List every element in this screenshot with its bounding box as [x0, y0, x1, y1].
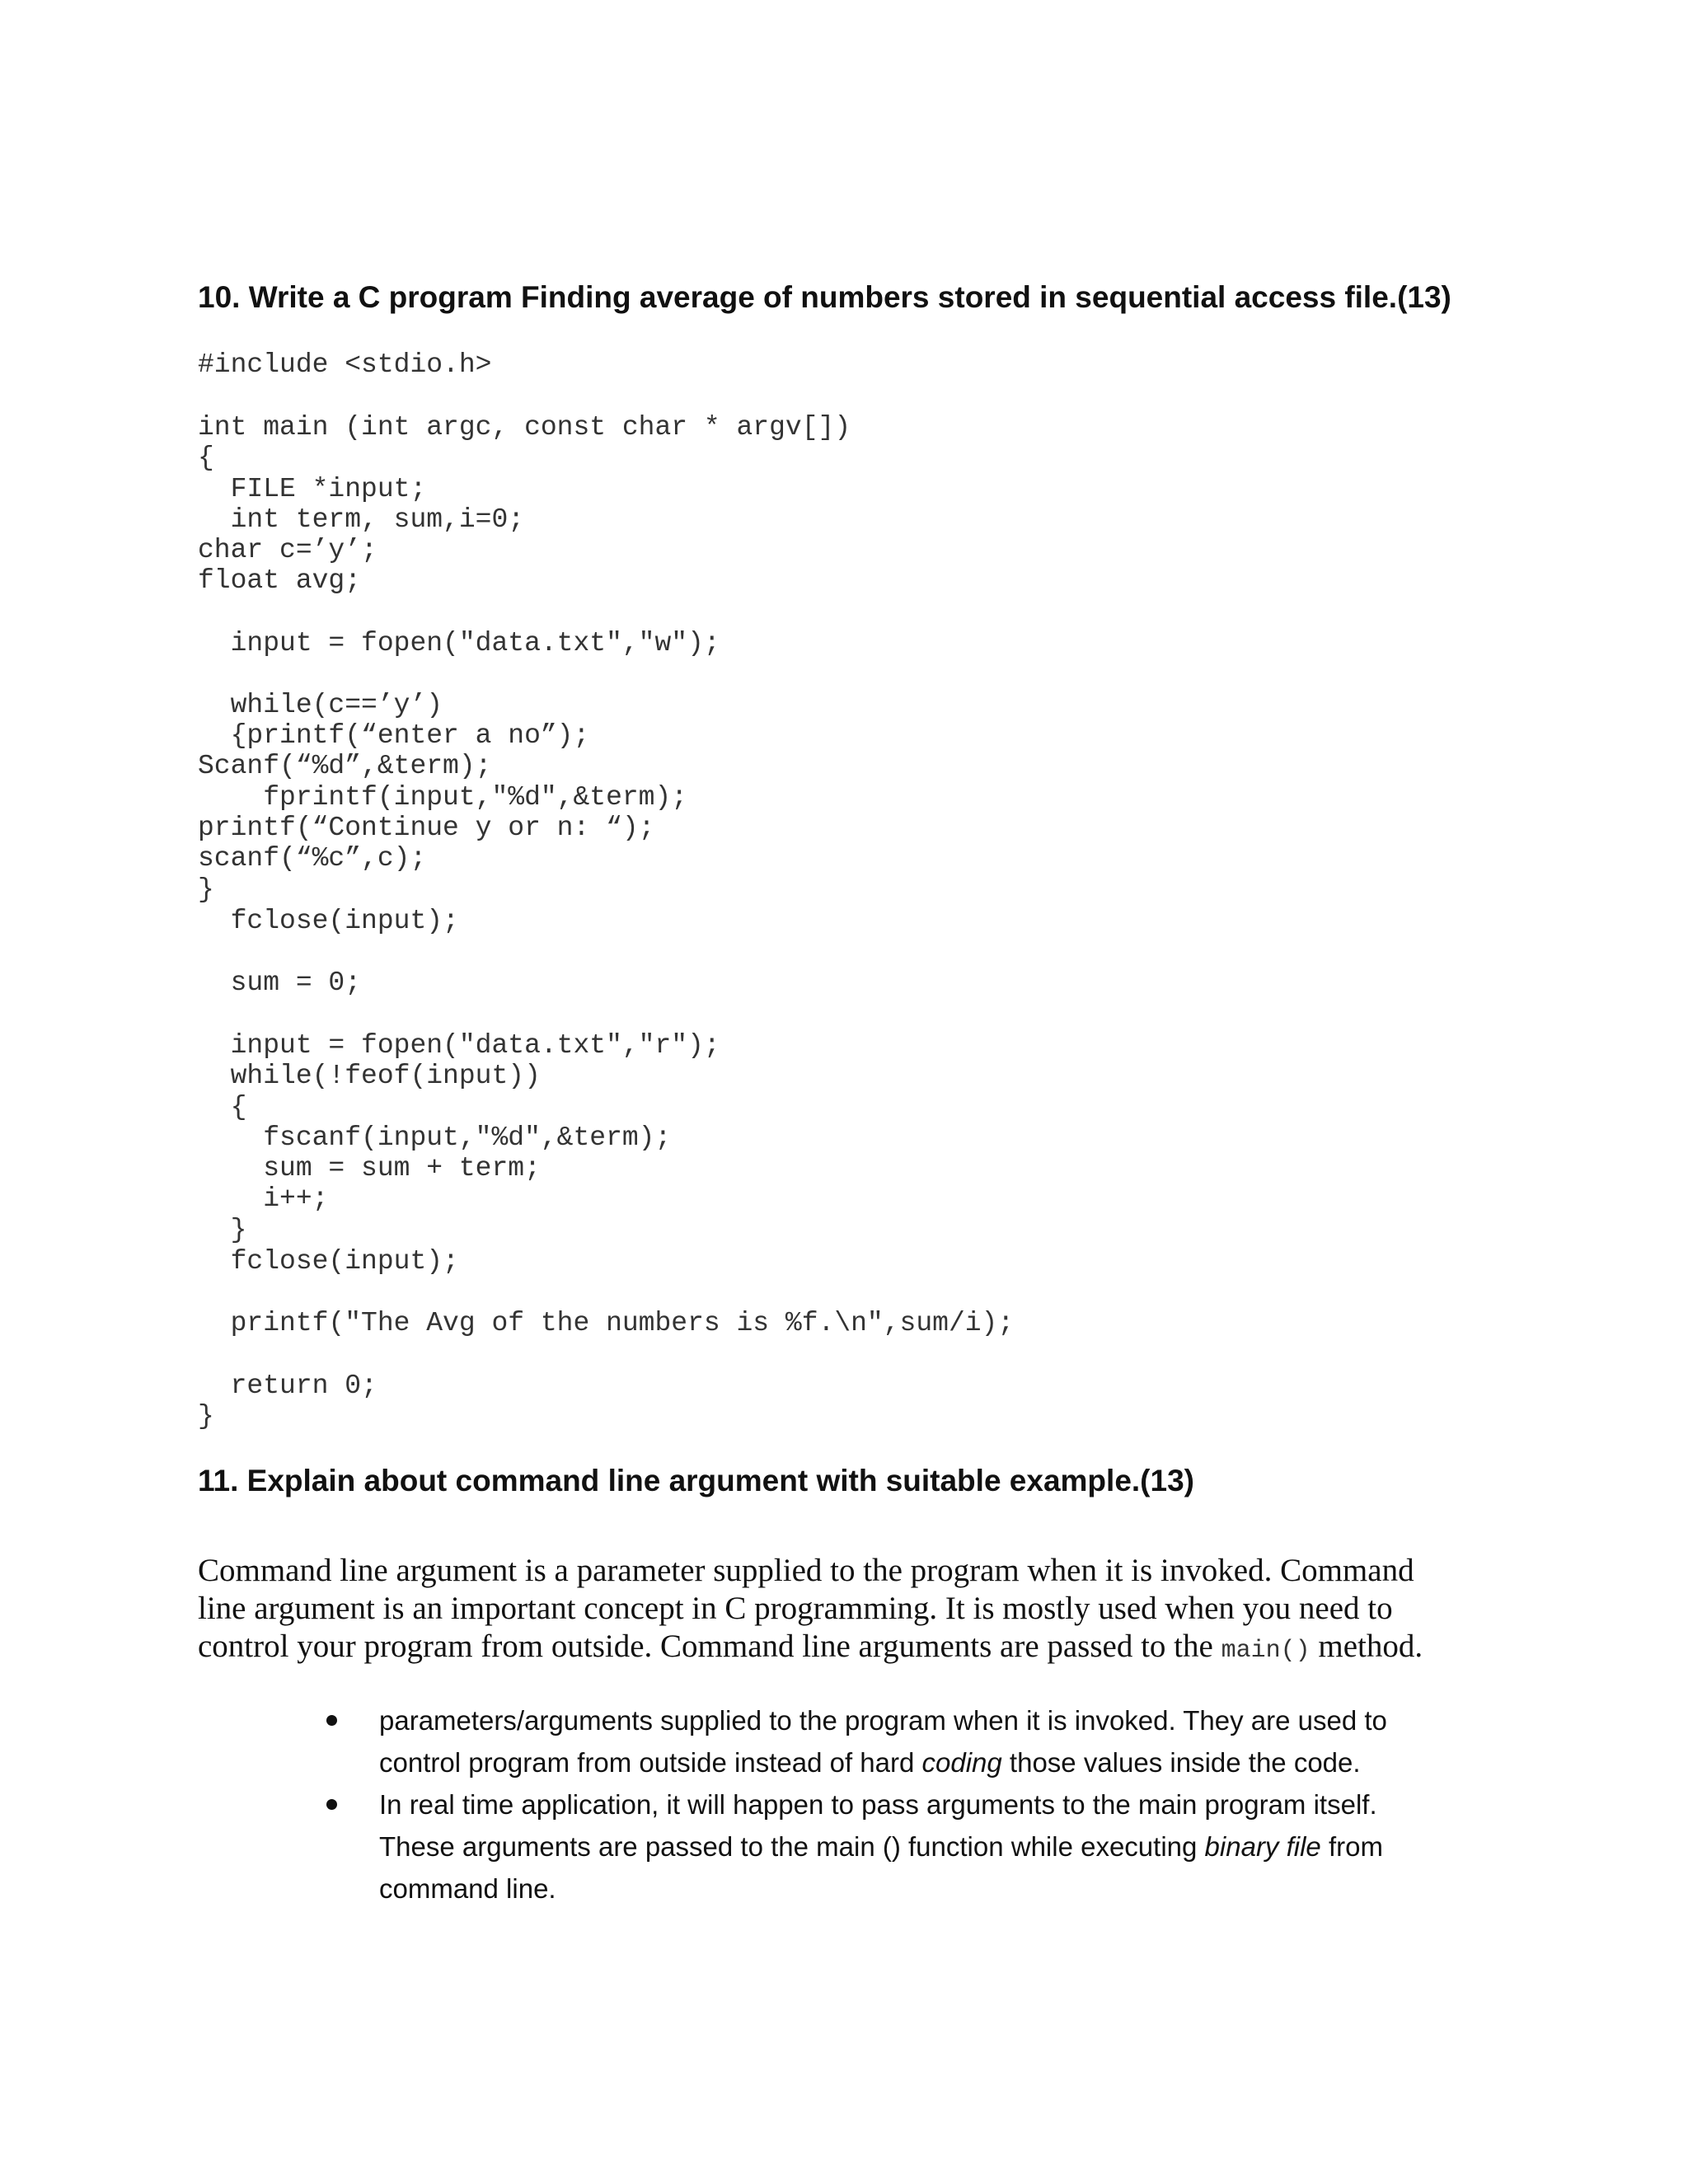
bullet-text-part: control program from outside instead of hard	[379, 1747, 922, 1778]
code-line: scanf(“%c”,c);	[198, 843, 427, 874]
question-11-heading: 11. Explain about command line argument with suitable example.(13)	[198, 1464, 1194, 1497]
code-line: printf("The Avg of the numbers is %f.\n",sum/i);	[198, 1308, 1015, 1338]
code-line: while(c==’y’)	[198, 690, 443, 720]
bullet-text	[379, 1825, 1480, 1868]
code-line: }	[198, 1401, 214, 1432]
bullet-text-part: those values inside the code.	[1001, 1747, 1361, 1778]
bullet-list	[326, 1699, 1480, 1910]
paragraph-text: method.	[1310, 1629, 1423, 1664]
code-line: float avg;	[198, 565, 362, 596]
code-line: input = fopen("data.txt","r");	[198, 1030, 720, 1061]
code-line: char c=’y’;	[198, 535, 377, 565]
code-line: }	[198, 874, 214, 905]
paragraph-line: line argument is an important concept in C programming. It is mostly used when you need to	[198, 1591, 1393, 1626]
list-item	[326, 1783, 1480, 1910]
emphasis-text: binary file	[1204, 1831, 1321, 1862]
code-line: printf(“Continue y or n: “);	[198, 813, 655, 843]
explanation-paragraph	[198, 1552, 1484, 1670]
bullet-icon	[326, 1799, 337, 1810]
paragraph-line: Command line argument is a parameter supplied to the program when it is invoked. Command	[198, 1553, 1414, 1588]
code-line: }	[198, 1215, 247, 1245]
code-line: sum = 0;	[198, 968, 362, 998]
bullet-text-part: These arguments are passed to the main () function while executing	[379, 1831, 1205, 1862]
list-item	[326, 1699, 1480, 1783]
code-line: int main (int argc, const char * argv[])	[198, 412, 851, 443]
code-line: {	[198, 1092, 247, 1122]
code-line: fclose(input);	[198, 1246, 459, 1277]
emphasis-text: coding	[921, 1747, 1002, 1778]
bullet-text	[379, 1741, 1480, 1783]
code-line: {	[198, 443, 214, 473]
code-line: i++;	[198, 1183, 329, 1214]
code-line: input = fopen("data.txt","w");	[198, 628, 720, 658]
bullet-text: command line.	[379, 1873, 556, 1904]
code-line: FILE *input;	[198, 474, 427, 504]
inline-code-main: main()	[1221, 1637, 1311, 1665]
question-10-heading: 10. Write a C program Finding average of numbers stored in sequential access file.(13)	[198, 280, 1451, 314]
paragraph-line	[198, 1628, 1484, 1670]
code-line: int term, sum,i=0;	[198, 504, 525, 535]
code-line: Scanf(“%d”,&term);	[198, 751, 492, 781]
code-line: fscanf(input,"%d",&term);	[198, 1122, 672, 1153]
bullet-text: In real time application, it will happen to pass arguments to the main program itself.	[379, 1789, 1377, 1820]
code-line: sum = sum + term;	[198, 1153, 541, 1183]
code-line: fprintf(input,"%d",&term);	[198, 782, 688, 813]
code-line: {printf(“enter a no”);	[198, 720, 590, 751]
bullet-icon	[326, 1715, 337, 1726]
paragraph-text: control your program from outside. Command line arguments are passed to the	[198, 1629, 1221, 1664]
code-line: return 0;	[198, 1371, 377, 1401]
code-line: fclose(input);	[198, 906, 459, 936]
code-line: while(!feof(input))	[198, 1061, 541, 1091]
bullet-text-part: from	[1320, 1831, 1383, 1862]
code-line: #include <stdio.h>	[198, 349, 492, 380]
bullet-text: parameters/arguments supplied to the program when it is invoked. They are used to	[379, 1705, 1387, 1736]
